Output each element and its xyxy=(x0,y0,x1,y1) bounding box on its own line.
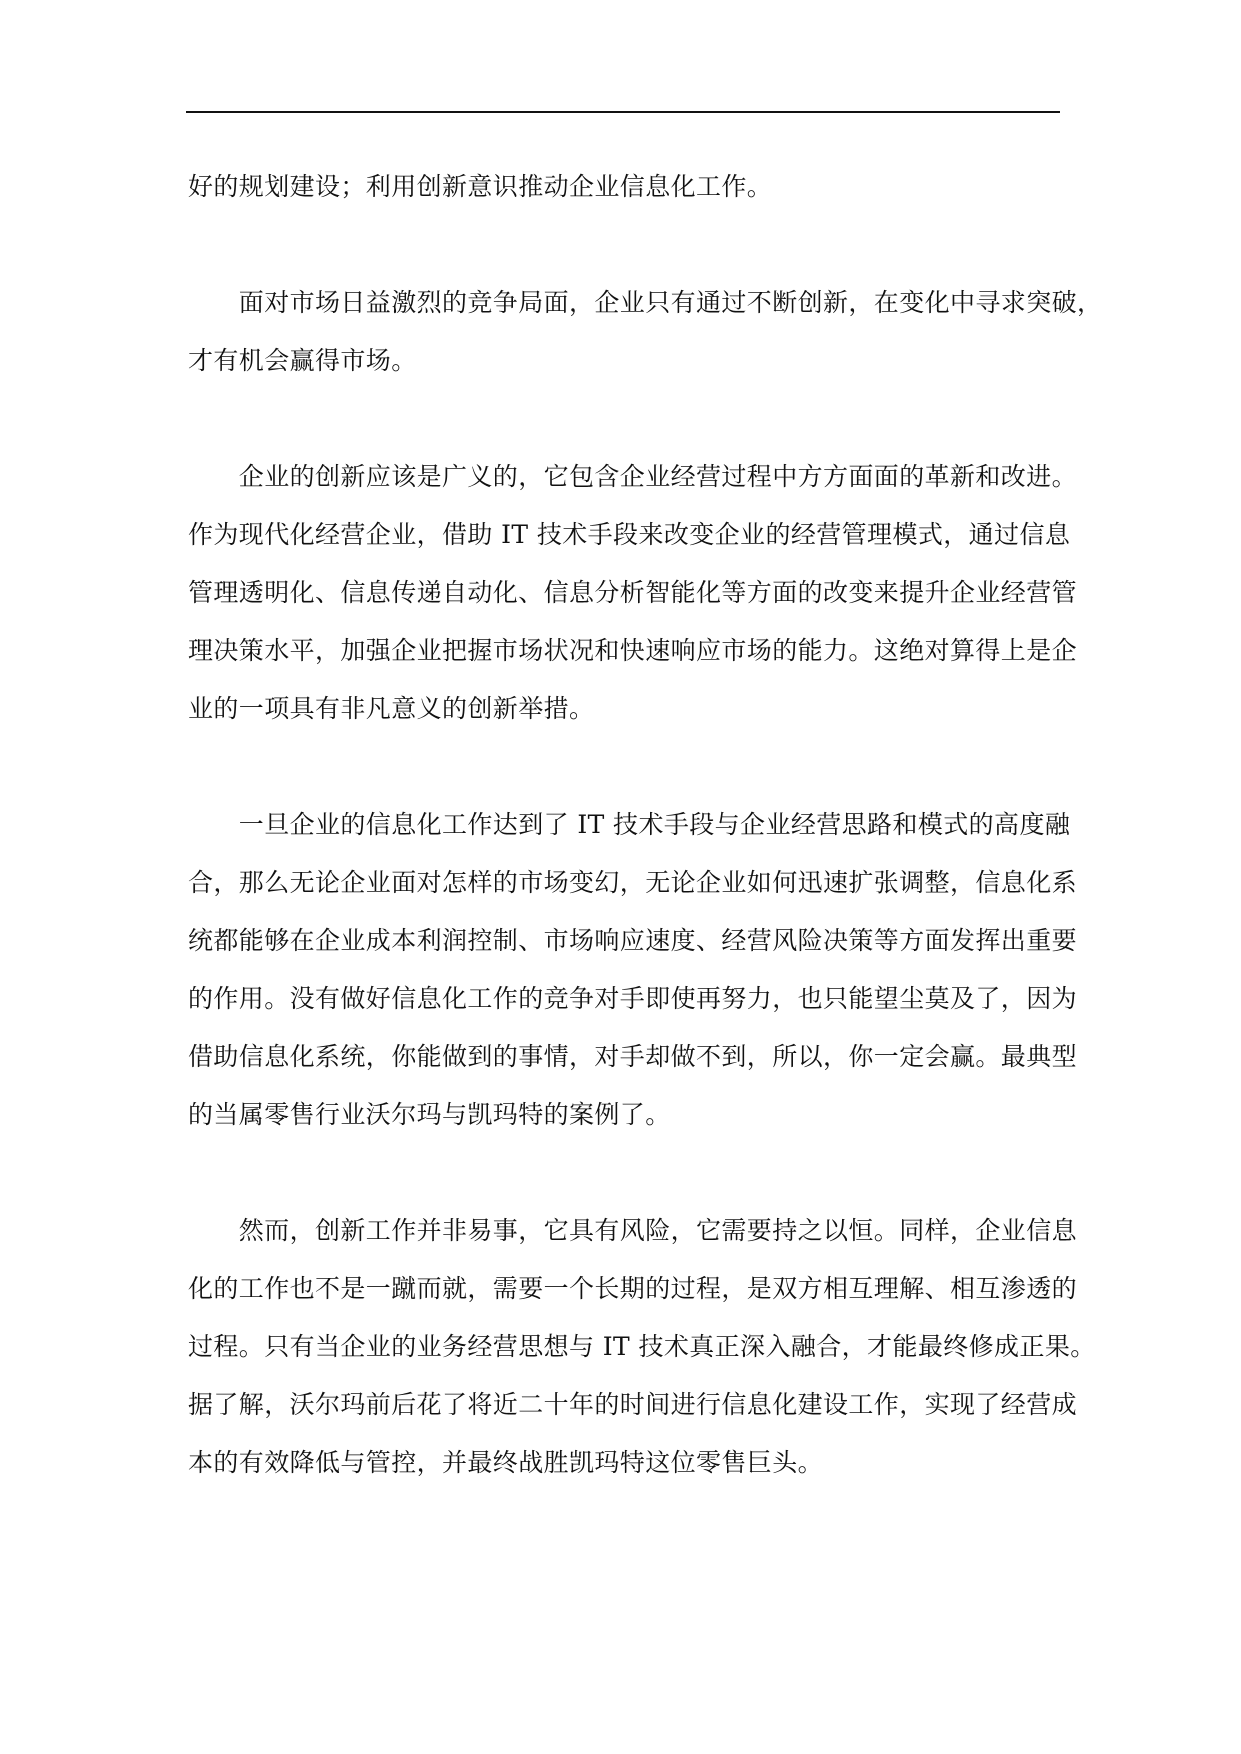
text-line: 本的有效降低与管控，并最终战胜凯玛特这位零售巨头。 xyxy=(188,1448,824,1477)
paragraph-5 xyxy=(188,1202,1096,1492)
text-line: 理决策水平，加强企业把握市场状况和快速响应市场的能力。这绝对算得上是企 xyxy=(188,636,1078,665)
text-line: 据了解，沃尔玛前后花了将近二十年的时间进行信息化建设工作，实现了经营成 xyxy=(188,1390,1078,1419)
text-line: 业的一项具有非凡意义的创新举措。 xyxy=(188,694,595,723)
text-line: 企业的创新应该是广义的，它包含企业经营过程中方方面面的革新和改进。 xyxy=(188,462,1078,491)
paragraph-4 xyxy=(188,796,1078,1144)
text-line: 的作用。没有做好信息化工作的竞争对手即使再努力，也只能望尘莫及了，因为 xyxy=(188,984,1078,1013)
text-line: 合，那么无论企业面对怎样的市场变幻，无论企业如何迅速扩张调整，信息化系 xyxy=(188,868,1078,897)
text-line: 才有机会赢得市场。 xyxy=(188,346,417,375)
text-line: 好的规划建设；利用创新意识推动企业信息化工作。 xyxy=(188,172,773,201)
header-rule xyxy=(186,111,1060,113)
text-line: 借助信息化系统，你能做到的事情，对手却做不到，所以，你一定会赢。最典型 xyxy=(188,1042,1078,1071)
text-line: 管理透明化、信息传递自动化、信息分析智能化等方面的改变来提升企业经营管 xyxy=(188,578,1078,607)
text-line: 然而，创新工作并非易事，它具有风险，它需要持之以恒。同样，企业信息 xyxy=(188,1216,1078,1245)
text-line: 一旦企业的信息化工作达到了 IT 技术手段与企业经营思路和模式的高度融 xyxy=(188,810,1071,839)
paragraph-3 xyxy=(188,448,1078,738)
body-text xyxy=(188,158,1103,1550)
text-line: 面对市场日益激烈的竞争局面，企业只有通过不断创新，在变化中寻求突破， xyxy=(188,288,1103,317)
text-line: 统都能够在企业成本利润控制、市场响应速度、经营风险决策等方面发挥出重要 xyxy=(188,926,1078,955)
paragraph-2 xyxy=(188,274,1103,390)
text-line: 的当属零售行业沃尔玛与凯玛特的案例了。 xyxy=(188,1100,671,1129)
paragraph-1 xyxy=(188,158,1068,216)
text-line: 作为现代化经营企业，借助 IT 技术手段来改变企业的经营管理模式，通过信息 xyxy=(188,520,1071,549)
text-line: 过程。只有当企业的业务经营思想与 IT 技术真正深入融合，才能最终修成正果。 xyxy=(188,1332,1096,1361)
text-line: 化的工作也不是一蹴而就，需要一个长期的过程，是双方相互理解、相互渗透的 xyxy=(188,1274,1078,1303)
